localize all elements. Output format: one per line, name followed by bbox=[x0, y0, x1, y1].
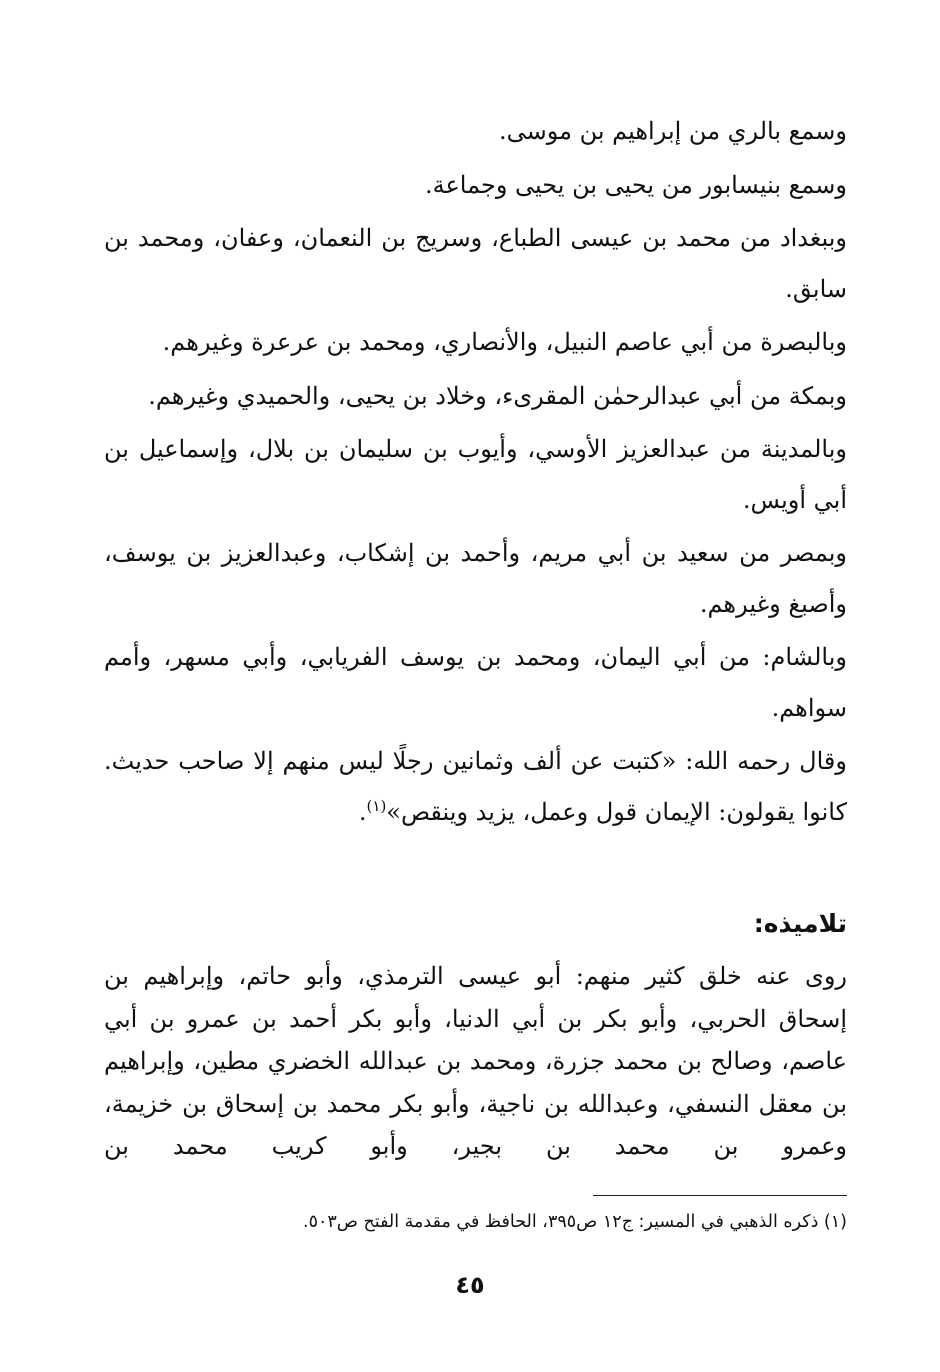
footnote-text: (١) ذكره الذهبي في المسير: ج١٢ ص٣٩٥، الحافظ في مقدمة الفتح ص٥٠٣. bbox=[302, 1212, 847, 1232]
paragraph-basra: وبالبصرة من أبي عاصم النبيل، والأنصاري، ومحمد بن عرعرة وغيرهم. bbox=[162, 328, 847, 356]
paragraph-rayy: وسمع بالري من إبراهيم بن موسى. bbox=[498, 117, 847, 145]
main-text bbox=[104, 106, 847, 840]
paragraph-baghdad: وببغداد من محمد بن عيسى الطباع، وسريج بن النعمان، وعفان، ومحمد بن سابق. bbox=[104, 224, 847, 303]
students-paragraph: روى عنه خلق كثير منهم: أبو عيسى الترمذي، وأبو حاتم، وإبراهيم بن إسحاق الحربي، وأبو بكر بن أبي الدنيا، وأبو بكر أحمد بن عمرو بن أبي عاصم، وصالح بن محمد جزرة، ومحمد بن عبدالله الخضري مطين، وإبراهيم بن معقل النسفي، وعبدالله بن ناجية، وأبو بكر محمد بن إسحاق بن خزيمة، وعمرو بن محمد بن بجير، وأبو كريب محمد بن bbox=[104, 962, 847, 1160]
paragraph-madinah: وبالمدينة من عبدالعزيز الأوسي، وأيوب بن سليمان بن بلال، وإسماعيل بن أبي أويس. bbox=[104, 435, 847, 514]
paragraph-egypt: وبمصر من سعيد بن أبي مريم، وأحمد بن إشكاب، وعبدالعزيز بن يوسف، وأصبغ وغيرهم. bbox=[104, 539, 847, 618]
paragraph-quote bbox=[104, 736, 847, 837]
footnote-reference[interactable]: (١) bbox=[366, 796, 387, 815]
paragraph-makkah: وبمكة من أبي عبدالرحمٰن المقرىء، وخلاد بن يحيى، والحميدي وغيرهم. bbox=[148, 381, 847, 410]
section-heading-students: تلاميذه: bbox=[753, 909, 847, 938]
quote-end: . bbox=[358, 797, 367, 826]
footnote-divider bbox=[593, 1195, 847, 1196]
page-number: ٤٥ bbox=[455, 1271, 485, 1299]
paragraph-nishapur: وسمع بنيسابور من يحيى بن يحيى وجماعة. bbox=[424, 170, 847, 199]
paragraph-sham: وبالشام: من أبي اليمان، ومحمد بن يوسف الفريابي، وأبي مسهر، وأمم سواهم. bbox=[104, 643, 847, 722]
quote-text: وقال رحمه الله: «كتبت عن ألف وثمانين رجلًا ليس منهم إلا صاحب حديث. كانوا يقولون: الإيمان قول وعمل، يزيد وينقص» bbox=[104, 747, 847, 826]
